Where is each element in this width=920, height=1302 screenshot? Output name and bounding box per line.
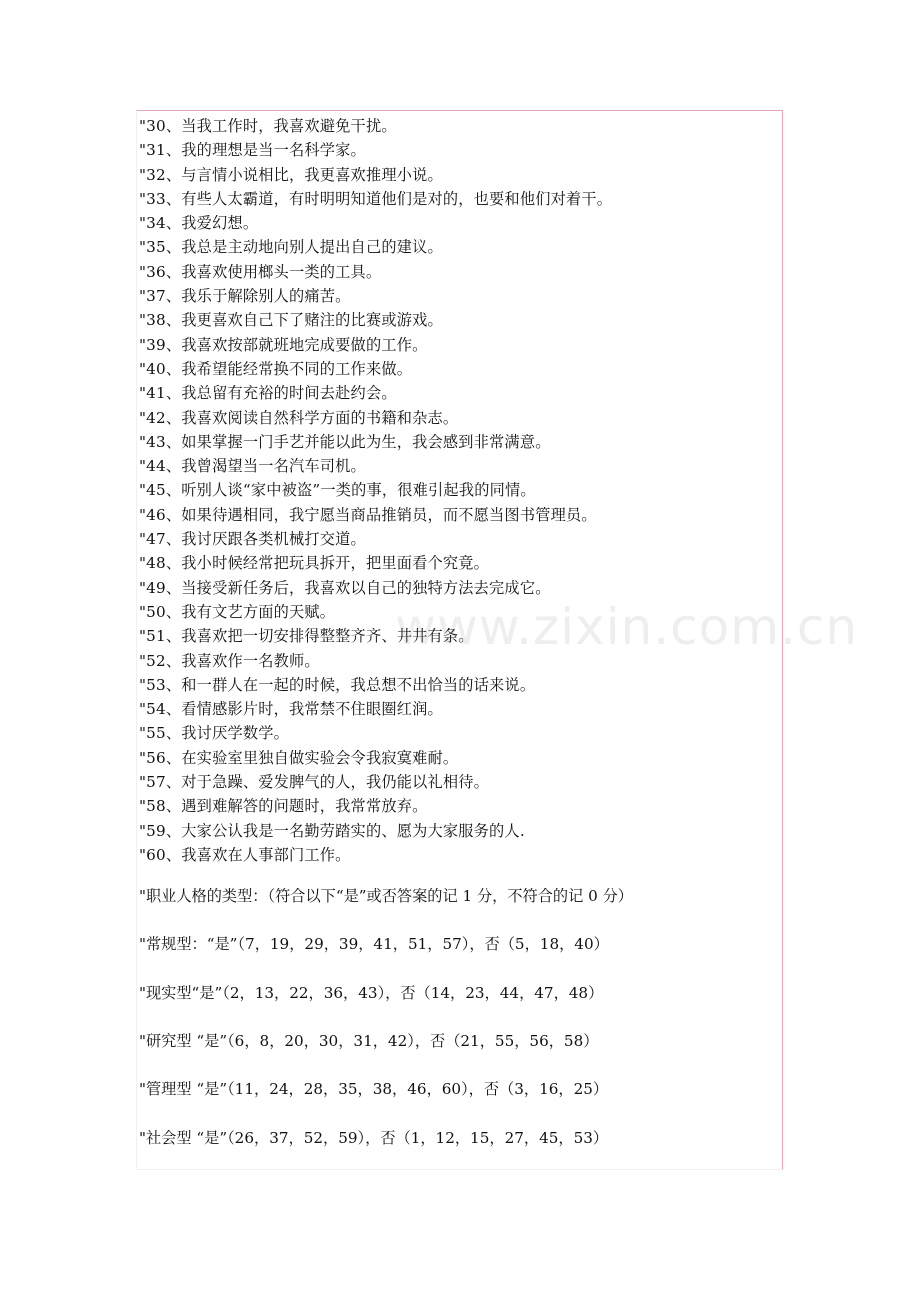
question-item: "34、我爱幻想。 [139,214,259,233]
question-item: "41、我总留有充裕的时间去赴约会。 [139,384,397,403]
question-item: "35、我总是主动地向别人提出自己的建议。 [139,238,443,257]
scoring-type-investigative: "研究型 “是”（6，8，20，30，31，42），否（21，55，56，58） [139,1032,599,1050]
question-item: "48、我小时候经常把玩具拆开，把里面看个究竟。 [139,554,490,573]
question-item: "33、有些人太霸道，有时明明知道他们是对的，也要和他们对着干。 [139,189,613,208]
question-item: "43、如果掌握一门手艺并能以此为生，我会感到非常满意。 [139,432,551,451]
scoring-type-conventional: "常规型：“是”（7，19，29，39，41，51，57），否（5，18，40） [139,935,609,953]
question-item: "56、在实验室里独自做实验会令我寂寞难耐。 [139,748,459,767]
question-item: "52、我喜欢作一名教师。 [139,651,320,670]
scoring-type-social: "社会型 “是”（26，37，52，59），否（1，12，15，27，45，53） [139,1129,609,1147]
question-item: "47、我讨厌跟各类机械打交道。 [139,530,366,549]
question-list [139,114,779,867]
scoring-intro: "职业人格的类型：（符合以下“是”或否答案的记 1 分，不符合的记 0 分） [139,887,633,905]
question-item: "36、我喜欢使用榔头一类的工具。 [139,262,382,281]
question-item: "38、我更喜欢自己下了赌注的比赛或游戏。 [139,311,443,330]
question-item: "44、我曾渴望当一名汽车司机。 [139,457,366,476]
scoring-type-realistic: "现实型“是”（2，13，22，36，43），否（14，23，44，47，48） [139,984,604,1002]
question-item: "60、我喜欢在人事部门工作。 [139,845,351,864]
question-item: "39、我喜欢按部就班地完成要做的工作。 [139,335,428,354]
question-item: "51、我喜欢把一切安排得整整齐齐、井井有条。 [139,627,474,646]
question-item: "57、对于急躁、爱发脾气的人，我仍能以礼相待。 [139,773,490,792]
question-item: "59、大家公认我是一名勤劳踏实的、愿为大家服务的人. [139,821,525,840]
watermark: www.zixin.com.cn [395,598,859,656]
question-item: "37、我乐于解除别人的痛苦。 [139,287,351,306]
question-item: "30、当我工作时，我喜欢避免干扰。 [139,117,397,135]
question-item: "46、如果待遇相同，我宁愿当商品推销员，而不愿当图书管理员。 [139,505,597,524]
question-item: "42、我喜欢阅读自然科学方面的书籍和杂志。 [139,408,459,427]
question-item: "50、我有文艺方面的天赋。 [139,602,336,621]
scoring-type-enterprising: "管理型 “是”（11，24，28，35，38，46，60），否（3，16，25） [139,1080,609,1098]
question-item: "31、我的理想是当一名科学家。 [139,141,366,160]
question-item: "54、看情感影片时，我常禁不住眼圈红润。 [139,700,443,719]
question-item: "55、我讨厌学数学。 [139,724,290,743]
question-item: "32、与言情小说相比，我更喜欢推理小说。 [139,165,443,184]
question-item: "58、遇到难解答的问题时，我常常放弃。 [139,797,428,816]
question-item: "49、当接受新任务后，我喜欢以自己的独特方法去完成它。 [139,578,551,597]
question-item: "53、和一群人在一起的时候，我总想不出恰当的话来说。 [139,675,536,694]
question-item: "45、听别人谈“家中被盗”一类的事，很难引起我的同情。 [139,481,536,500]
question-item: "40、我希望能经常换不同的工作来做。 [139,359,413,378]
